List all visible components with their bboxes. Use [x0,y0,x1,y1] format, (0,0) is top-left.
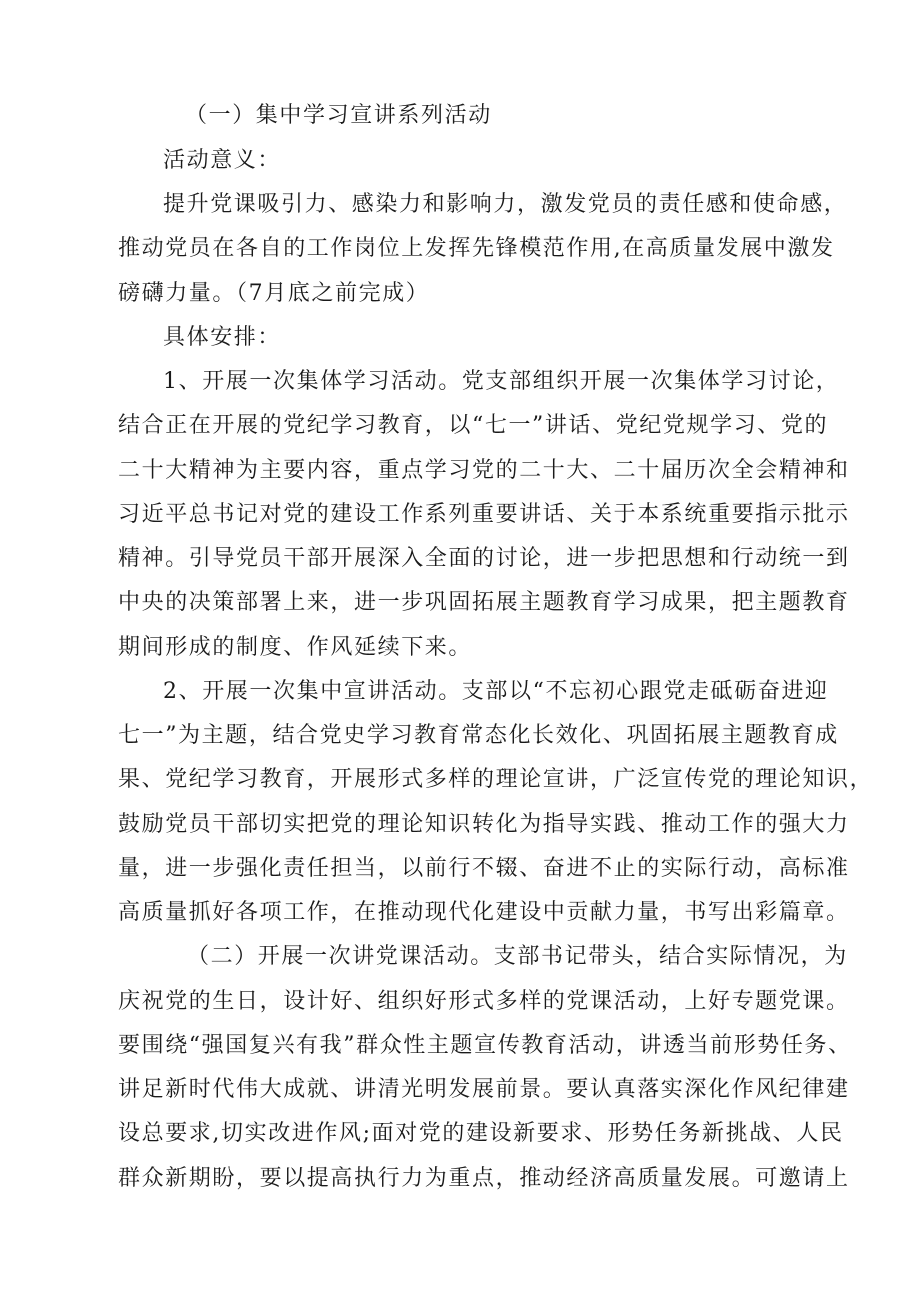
paragraph-line: 要围绕“强国复兴有我”群众性主题宣传教育活动，讲透当前形势任务、 [118,1033,852,1058]
paragraph-line: 设总要求,切实改进作风;面对党的建设新要求、形势任务新挑战、人民 [118,1121,844,1146]
paragraph-line: 鼓励党员干部切实把党的理论知识转化为指导实践、推动工作的强大力 [118,812,850,837]
paragraph-line: 推动党员在各自的工作岗位上发挥先锋模范作用,在高质量发展中激发 [118,236,835,261]
arrangement-label: 具体安排： [163,325,282,350]
significance-label: 活动意义： [163,148,282,173]
paragraph-line: 果、党纪学习教育，开展形式多样的理论宣讲，广泛宣传党的理论知识， [118,767,874,792]
paragraph-line: 提升党课吸引力、感染力和影响力，激发党员的责任感和使命感， [163,192,848,217]
paragraph-line: 中央的决策部署上来，进一步巩固拓展主题教育学习成果，把主题教育 [118,590,850,615]
paragraph-line: 高质量抓好各项工作，在推动现代化建设中贡献力量，书写出彩篇章。 [118,900,850,925]
section-heading: （一）集中学习宣讲系列活动 [185,103,492,128]
paragraph-line: 结合正在开展的党纪学习教育，以“七一”讲话、党纪党规学习、党的 [118,413,829,438]
paragraph-line: 磅礴力量。（7月底之前完成） [118,281,430,306]
section-heading: （二）开展一次讲党课活动。支部书记带头，结合实际情况，为 [187,944,848,969]
paragraph-line: 2、开展一次集中宣讲活动。支部以“不忘初心跟党走砥砺奋进迎 [163,679,829,704]
paragraph-line: 庆祝党的生日，设计好、组织好形式多样的党课活动，上好专题党课。 [118,989,850,1014]
paragraph-line: 七一”为主题，结合党史学习教育常态化长效化、巩固拓展主题教育成 [118,723,839,748]
paragraph-line: 习近平总书记对党的建设工作系列重要讲话、关于本系统重要指示批示 [118,502,850,527]
paragraph-line: 期间形成的制度、作风延续下来。 [118,635,473,660]
paragraph-line: 讲足新时代伟大成就、讲清光明发展前景。要认真落实深化作风纪律建 [118,1077,850,1102]
paragraph-line: 二十大精神为主要内容，重点学习党的二十大、二十届历次全会精神和 [118,458,850,483]
paragraph-line: 精神。引导党员干部开展深入全面的讨论，进一步把思想和行动统一到 [118,546,850,571]
paragraph-line: 群众新期盼，要以提高执行力为重点，推动经济高质量发展。可邀请上 [118,1166,850,1191]
paragraph-line: 量，进一步强化责任担当，以前行不辍、奋进不止的实际行动，高标准 [118,856,850,881]
paragraph-line: 1、开展一次集体学习活动。党支部组织开展一次集体学习讨论， [163,369,840,394]
